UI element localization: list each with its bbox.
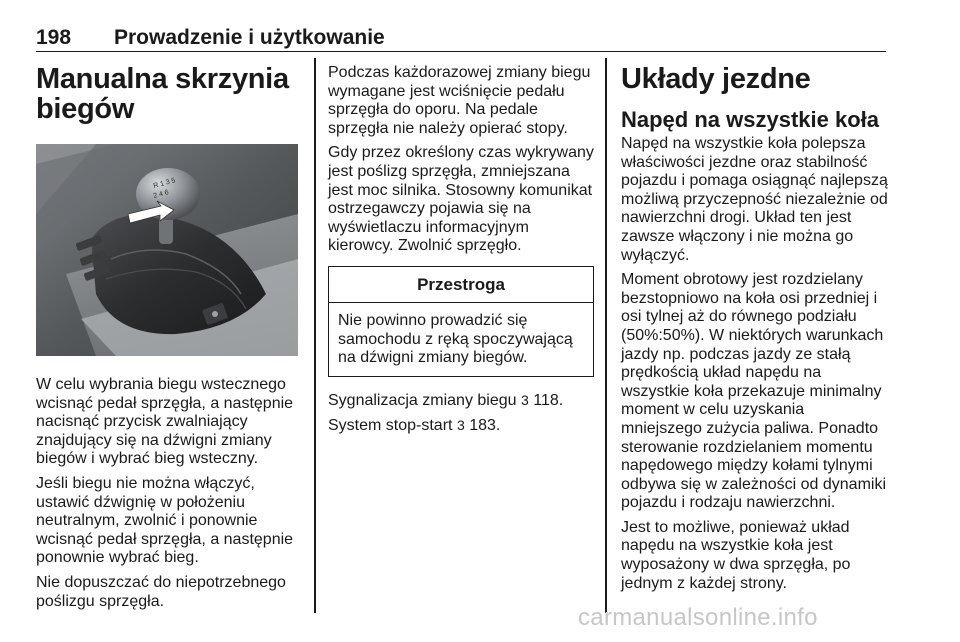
paragraph: Nie dopuszczać do niepotrzebnego poślizgu sprzęgła. xyxy=(36,573,286,610)
paragraph: Moment obrotowy jest rozdzielany bezstopniowo na koła osi przedniej i osi tylnej aż do równego podziału (50%:50%). W niektórych warunkach jazdy np. podczas jazdy ze stałą prędkością układ napędu na wszystkie koła przekazuje minimalny moment w celu uzyskania mniejszego zużycia paliwa. Ponadto sterowanie rozdzielaniem momentu napędowego między kołami tylnymi odbywa się w zależności od dynamiki pojazdu i rodzaju nawierzchni. xyxy=(621,271,887,512)
subsection-heading-awd: Napęd na wszystkie koła xyxy=(621,107,879,132)
paragraph: Jeśli biegu nie można włączyć, ustawić dźwignię w położeniu neutralnym, zwolnić i ponownie wcisnąć pedał sprzęgła, a następnie ponownie wybrać bieg. xyxy=(36,474,294,567)
page-header xyxy=(36,26,886,52)
column-divider xyxy=(605,58,607,613)
paragraph: Napęd na wszystkie koła polepsza właściwości jezdne oraz stabilność pojazdu i pomaga osiągnąć najlepszą możliwą przyczepność niezależnie od nawierzchni drogi. Układ ten jest zawsze włączony i nie można go wyłączyć. xyxy=(621,135,888,264)
cross-reference-page: 183. xyxy=(469,417,501,435)
caution-body xyxy=(329,303,593,376)
gear-shift-illustration xyxy=(36,144,298,356)
svg-text:2 4 6: 2 4 6 xyxy=(152,189,170,200)
caution-title: Przestroga xyxy=(329,267,593,303)
paragraph: W celu wybrania biegu wstecznego wcisnąć pedał sprzęgła, a następnie nacisnąć przycisk zwalniający znajdujący się na dźwigni zmiany biegów i wybrać bieg wsteczny. xyxy=(36,376,294,468)
paragraph: Podczas każdorazowej zmiany biegu wymagane jest wciśnięcie pedału sprzęgła do oporu. Na pedale sprzęgła nie należy opierać stopy. xyxy=(328,64,591,137)
section-heading-manual-gearbox: Manualna skrzynia biegów xyxy=(36,63,289,125)
gear-shift-lever-photo xyxy=(36,144,298,356)
section-heading-driving-systems: Układy jezdne xyxy=(621,63,811,95)
cross-reference-text: System stop-start xyxy=(328,417,453,435)
page-reference-arrow-icon: 3 xyxy=(521,391,529,408)
caution-text: Nie powinno prowadzić się samochodu z ręką spoczywającą na dźwigni zmiany biegów. xyxy=(338,311,573,367)
cross-reference-page: 118. xyxy=(533,391,564,409)
svg-text:R 1 3 5: R 1 3 5 xyxy=(152,177,177,190)
page-reference-arrow-icon: 3 xyxy=(456,417,465,434)
watermark-text: carmanualsonline.info xyxy=(578,604,818,631)
cross-reference xyxy=(328,416,594,436)
column-left xyxy=(36,64,302,617)
column-divider xyxy=(314,58,316,613)
cross-reference-text: Sygnalizacja zmiany biegu xyxy=(328,391,517,409)
cross-reference xyxy=(328,391,594,411)
paragraph: Jest to możliwe, ponieważ układ napędu na wszystkie koła jest wyposażony w dwa sprzęgła, po jednym z każdej strony. xyxy=(621,518,851,592)
column-right xyxy=(621,64,889,599)
column-middle xyxy=(328,64,594,442)
paragraph: Gdy przez określony czas wykrywany jest poślizg sprzęgła, zmniejszana jest moc silnika. Stosowny komunikat ostrzegawczy pojawia się na wyświetlaczu informacyjnym kierowcy. Zwolnić sprzęgło. xyxy=(328,144,594,255)
page-number: 198 xyxy=(36,26,72,49)
caution-box xyxy=(328,266,594,377)
chapter-title: Prowadzenie i użytkowanie xyxy=(114,26,385,49)
